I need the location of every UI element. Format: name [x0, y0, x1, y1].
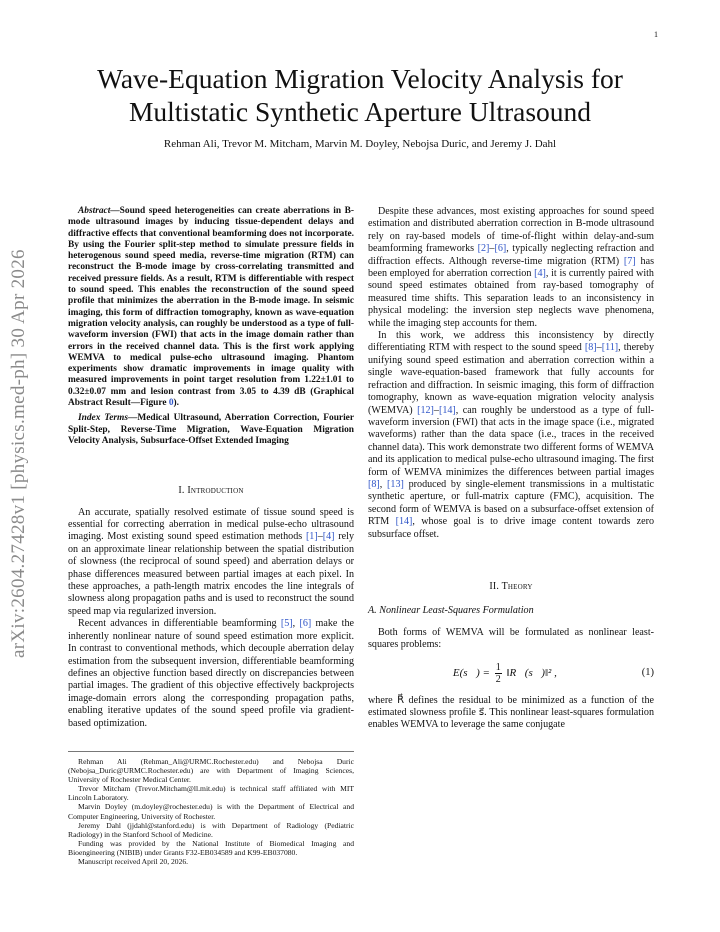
citation[interactable]: [13] — [387, 478, 404, 490]
citation[interactable]: [4] — [534, 268, 546, 280]
abstract-lead: Abstract — [78, 206, 111, 216]
index-terms-lead: Index Terms — [78, 413, 128, 424]
citation[interactable]: [8] — [368, 478, 380, 490]
theory-paragraph-2: where R⃗ defines the residual to be minimized as a function of the estimated slowness profile s⃗. This nonlinear least-squares formulation enables WEMVA to leverage the same conjugate — [368, 694, 654, 731]
citation[interactable]: [14] — [438, 404, 456, 416]
footnotes — [68, 751, 354, 866]
fraction-numerator: 1 — [495, 661, 501, 673]
footnote: Rehman Ali (Rehman_Ali@URMC.Rochester.edu) and Nebojsa Duric (Nebojsa_Duric@URMC.Rochester.edu) are with Department of Imaging Sciences, University of Rochester Medical Center. — [68, 757, 354, 785]
figure-reference[interactable]: 0 — [168, 398, 174, 409]
intro-paragraph-1: An accurate, spatially resolved estimate of tissue sound speed is essential for correcting aberration in medical pulse-echo ultrasound imaging. Most existing sound speed estimation methods [1]–[4] rely on an approximate linear relationship between the spatial distribution of slowness (the reciprocal of sound speed) and aberration delays or phase differences measured between partial images at each pixel. In these approaches, a path-length matrix encodes the line integrals of slowness along propagation paths and is used to reconstruct the sound speed map via regularized inversion. — [68, 506, 354, 617]
section-heading-theory: II. Theory — [489, 580, 533, 592]
intro-paragraph-2: Recent advances in differentiable beamforming [5], [6] make the inherently nonlinear nature of sound speed estimation more explicit. In contrast to conventional methods, which decouple aberration delay estimation from the subsequent inversion, differentiable beamforming defines an objective function based directly on discrepancies between partial images. The gradient of this objective effectively backprojects image-domain errors along the corresponding propagation paths, enabling iterative updates of the sound speed profile via gradient-based optimization. — [68, 618, 354, 729]
index-terms-text: —Medical Ultrasound, Aberration Correction, Fourier Split-Step, Reverse-Time Migration, Wave-Equation Migration Velocity Analysis, Subsurface-Offset Extended Imaging — [68, 413, 354, 446]
fraction-denominator: 2 — [495, 673, 501, 685]
equation-body — [368, 662, 642, 685]
footnote: Marvin Doyley (m.doyley@rochester.edu) is with the Department of Electrical and Computer Engineering, University of Rochester. — [68, 802, 354, 821]
right-column — [368, 206, 654, 732]
equation-rhs: ‖R⃗(s⃗)‖² , — [506, 666, 557, 679]
page-number: 1 — [654, 30, 658, 39]
footnote: Trevor Mitcham (Trevor.Mitcham@ll.mit.edu) is technical staff affiliated with MIT Lincoln Laboratory. — [68, 784, 354, 803]
citation[interactable]: [12] — [417, 404, 434, 416]
intro-paragraph-2-continued: make the inherently nonlinear nature of sound speed estimation more explicit. In contrast to conventional methods, which decouple aberration delay estimation from the subsequent inversion, differentiable beamforming defines an objective function based directly on discrepancies between partial images. The gradient of this objective effectively backprojects image-domain errors along the corresponding propagation paths, enabling iterative updates of the sound speed profile via gradient-based optimization. — [68, 618, 354, 729]
arxiv-identifier[interactable]: arXiv:2604.27428v1 [physics.med-ph] 30 Apr 2026 — [8, 249, 29, 659]
author-list: Rehman Ali, Trevor M. Mitcham, Marvin M. Doyley, Nebojsa Duric, and Jeremy J. Dahl — [163, 138, 557, 150]
left-column — [68, 206, 354, 730]
citation[interactable]: [7] — [623, 255, 636, 267]
abstract: Abstract—Sound speed heterogeneities can create aberrations in B-mode ultrasound images by inducing tissue-dependent delays and diffractive effects that conventional beamforming does not incorporate. By using the Fourier split-step method to simulate pressure fields in heterogenous sound speed media, reverse-time migration (RTM) can reconstruct the B-mode image by cross-correlating transmitted and received pressure fields. As a result, RTM is differentiable with respect to sound speed. This enables the reconstruction of the sound speed profile that minimizes the aberration in the B-mode image. In seismic imaging, this form of diffraction tomography, known as wave-equation migration velocity analysis, can roughly be understood as a type of full-waveform inversion (FWI) that acts in the image domain rather than errors in the received channel data. This is the first work applying WEMVA to medical pulse-echo ultrasound imaging. Phantom experiments show dramatic improvements in image quality with measured improvements in point target resolution from 1.22±1.01 to 0.32±0.07 mm and lesion contrast from 3.05 to 4.39 dB (Graphical Abstract Result—Figure 0). — [68, 206, 354, 409]
citation[interactable]: [14] — [395, 516, 413, 528]
equation-lhs: E(s⃗) = — [452, 666, 490, 679]
citation[interactable]: [2] — [477, 243, 490, 255]
citation[interactable]: [6] — [494, 243, 507, 255]
footnote: Manuscript received April 20, 2026. — [78, 857, 189, 867]
citation[interactable]: [4] — [322, 531, 335, 543]
subsection-heading: A. Nonlinear Least-Squares Formulation — [368, 605, 534, 617]
fraction — [495, 662, 502, 685]
citation[interactable]: [8] — [584, 342, 597, 354]
citation[interactable]: [1] — [305, 531, 318, 543]
intro-paragraph-4: In this work, we address this inconsistency by directly differentiating RTM with respect to the sound speed [8]–[11], thereby unifying sound speed estimation and aberration correction within a single wave-equation-based framework that fully accounts for refraction and diffraction. In seismic imaging, this form of diffraction tomography, known as wave-equation migration velocity analysis (WEMVA) [12]–[14], can roughly be understood as a type of full-waveform inversion (FWI) that acts in the image space (i.e., migrated waveforms) rather than the data space (i.e., traces in the received channel data). This work demonstrate two different forms of WEMVA and its application to medical pulse-echo ultrasound imaging. The first form of WEMVA minimizes the differences between partial images [8], [13] produced by single-element transmissions in a multistatic synthetic aperture, or full-matrix capture (FMC), acquisition. The second form of WEMVA is based on a subsurface-offset extension of RTM [14], whose goal is to drive image content towards zero subsurface offset. — [368, 330, 655, 540]
citation[interactable]: [6] — [299, 618, 312, 630]
abstract-text: —Sound speed heterogeneities can create aberrations in B-mode ultrasound images by inducing tissue-dependent delays and diffractive effects that conventional beamforming does not incorporate. By using the Fourier split-step method to simulate pressure fields in heterogenous sound speed media, reverse-time migration (RTM) can reconstruct the B-mode image by cross-correlating transmitted and received pressure fields. As a result, RTM is differentiable with respect to sound speed. This enables the reconstruction of the sound speed profile that minimizes the aberration in the B-mode image. In seismic imaging, this form of diffraction tomography, known as wave-equation migration velocity analysis, can roughly be understood as a type of full-waveform inversion (FWI) that acts in the image domain rather than errors in the received channel data. This is the first work applying WEMVA to medical pulse-echo ultrasound imaging. Phantom experiments show dramatic improvements in image quality with measured improvements in point target resolution from 1.22±1.01 to 0.32±0.07 mm and lesion contrast from 3.05 to 4.39 dB (Graphical Abstract Result—Figure — [68, 206, 354, 409]
equation-number: (1) — [641, 666, 654, 678]
equation-1 — [368, 662, 654, 685]
citation[interactable]: [11] — [601, 342, 619, 354]
paper-title: Wave-Equation Migration Velocity Analysis for Multistatic Synthetic Aperture Ultrasound — [97, 63, 623, 127]
section-heading-introduction: I. Introduction — [178, 485, 244, 497]
theory-paragraph-1: Both forms of WEMVA will be formulated as nonlinear least-squares problems: — [368, 626, 654, 651]
footnote: Jeremy Dahl (jjdahl@stanford.edu) is with Department of Radiology (Pediatric Radiology) in the Stanford School of Medicine. — [68, 820, 354, 839]
index-terms — [68, 413, 354, 447]
intro-paragraph-3: Despite these advances, most existing approaches for sound speed estimation and distributed aberration correction in B-mode ultrasound rely on ray-based models of time-of-flight within delay-and-sum beamforming frameworks [2]–[6], typically neglecting refraction and diffraction effects. Although reverse-time migration (RTM) [7] has been employed for aberration correction [4], it is currently paired with sound speed estimates obtained from ray-based tomography of measured time shifts. This separation leads to an inconsistency in physical modeling: the inversion step neglects wave phenomena, while the imaging step accounts for them. — [368, 206, 654, 329]
citation[interactable]: [5] — [280, 618, 293, 630]
footnote: Funding was provided by the National Institute of Biomedical Imaging and Bioengineering (NIBIB) under Grants F32-EB034589 and K99-EB037080. — [68, 838, 354, 857]
